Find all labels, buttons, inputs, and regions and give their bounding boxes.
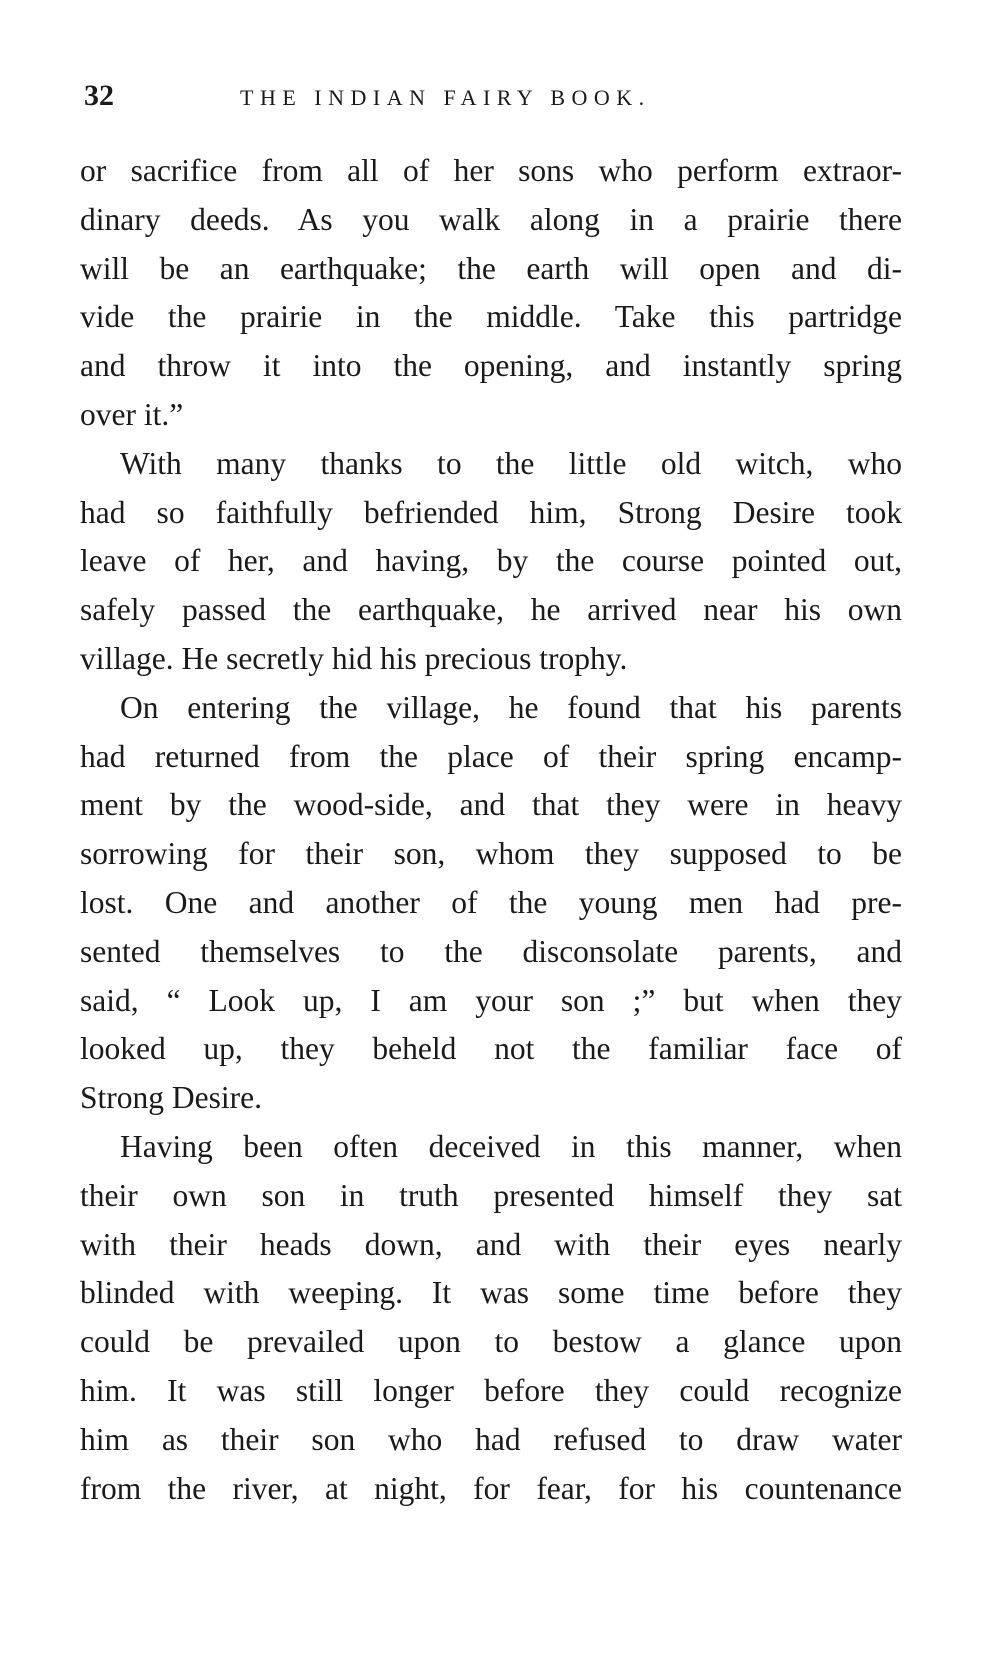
text-line: will be an earthquake; the earth will open and di- — [80, 250, 902, 286]
text-line: their own son in truth presented himself they sat — [80, 1177, 902, 1213]
text-line: safely passed the earthquake, he arrived near his own — [80, 592, 902, 628]
text-line: ment by the wood-side, and that they were in heavy — [80, 787, 902, 823]
text-line: said, “ Look up, I am your son ;” but when they — [80, 982, 902, 1018]
text-line: Strong Desire. — [80, 1080, 262, 1116]
text-line: looked up, they beheld not the familiar face of — [80, 1031, 902, 1067]
paragraph-4 — [80, 1123, 902, 1513]
text-line: leave of her, and having, by the course pointed out, — [80, 543, 902, 579]
page-number: 32 — [84, 79, 114, 112]
text-line: sorrowing for their son, whom they supposed to be — [80, 836, 902, 872]
paragraph-1 — [80, 147, 902, 440]
text-line: over it.” — [80, 396, 184, 432]
text-line: dinary deeds. As you walk along in a prairie there — [80, 201, 902, 237]
text-line: village. He secretly hid his precious trophy. — [80, 640, 628, 676]
text-line: Having been often deceived in this manner, when — [120, 1128, 902, 1164]
page-header — [80, 75, 880, 115]
text-line: had so faithfully befriended him, Strong Desire took — [80, 494, 902, 530]
text-line: could be prevailed upon to bestow a glance upon — [80, 1324, 902, 1360]
text-line: vide the prairie in the middle. Take this partridge — [80, 299, 902, 335]
text-line: had returned from the place of their spring encamp- — [80, 738, 902, 774]
paragraph-3 — [80, 684, 902, 1123]
text-line: with their heads down, and with their eyes nearly — [80, 1226, 902, 1262]
text-line: him. It was still longer before they could recognize — [80, 1372, 902, 1408]
text-line: him as their son who had refused to draw water — [80, 1421, 902, 1457]
paragraph-2 — [80, 440, 902, 684]
text-line: from the river, at night, for fear, for his countenance — [80, 1470, 902, 1506]
text-line: blinded with weeping. It was some time before they — [80, 1275, 902, 1311]
text-line: sented themselves to the disconsolate parents, and — [80, 933, 902, 969]
running-title: THE INDIAN FAIRY BOOK. — [240, 85, 651, 110]
text-line: With many thanks to the little old witch, who — [120, 445, 902, 481]
text-line: or sacrifice from all of her sons who perform extraor- — [80, 153, 902, 188]
text-line: On entering the village, he found that his parents — [120, 689, 902, 725]
text-line: lost. One and another of the young men had pre- — [80, 884, 902, 920]
body-text — [80, 147, 902, 1513]
text-line: and throw it into the opening, and instantly spring — [80, 348, 902, 384]
